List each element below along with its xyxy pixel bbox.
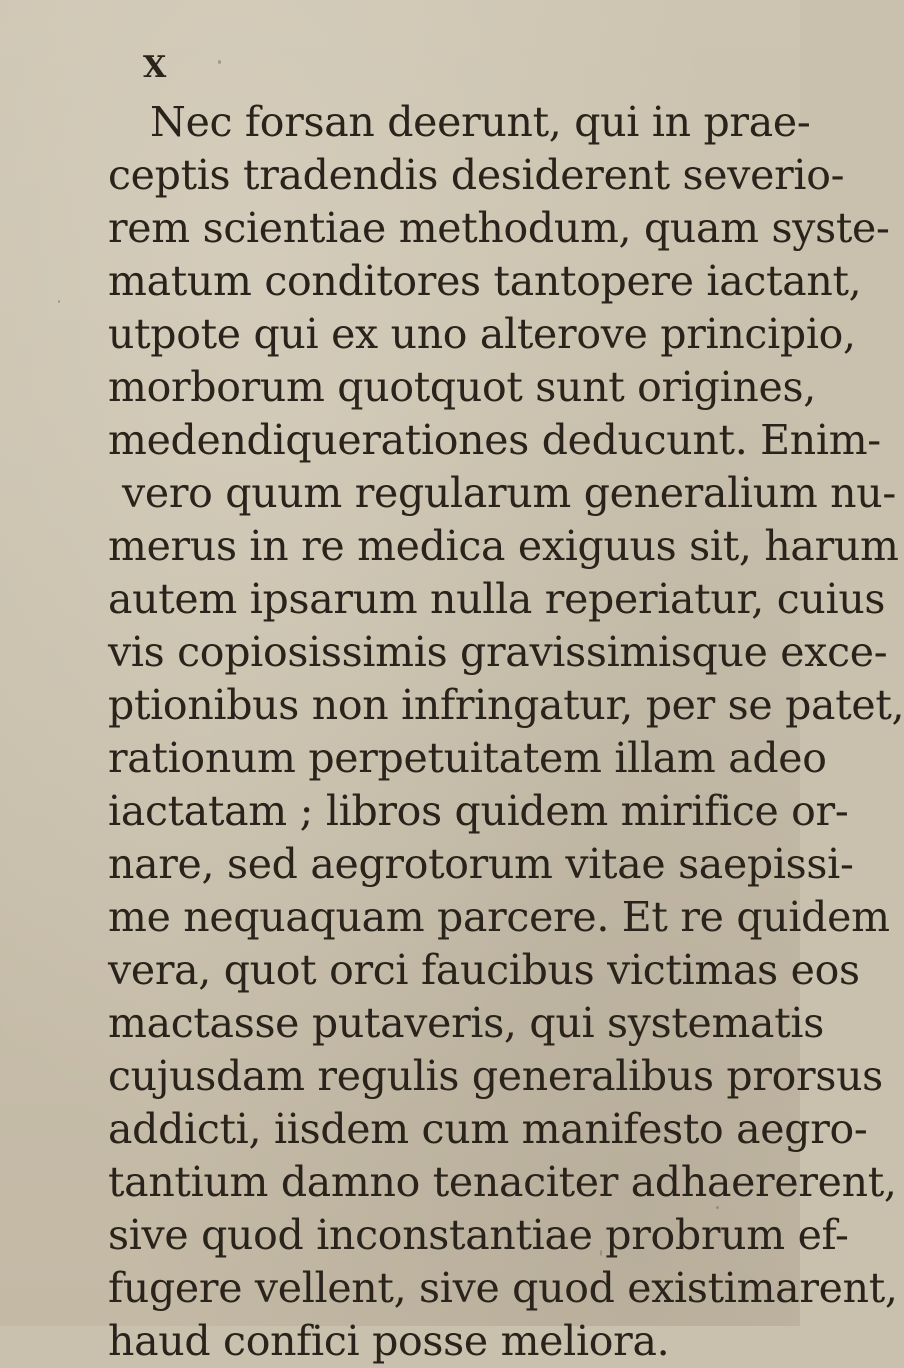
text-line: autem ipsarum nulla reperiatur, cuius bbox=[108, 575, 886, 623]
text-line: nare, sed aegrotorum vitae saepissi- bbox=[108, 840, 854, 888]
text-line: iactatam ; libros quidem mirifice or- bbox=[108, 787, 849, 835]
body-text bbox=[108, 96, 904, 1368]
text-line: ptionibus non infringatur, per se patet, bbox=[108, 681, 904, 729]
text-line: vero quum regularum generalium nu- bbox=[122, 469, 896, 517]
text-line: Nec forsan deerunt, qui in prae- bbox=[150, 98, 811, 146]
text-line: fugere vellent, sive quod existimarent, bbox=[108, 1264, 898, 1312]
text-line: vis copiosissimis gravissimisque exce- bbox=[108, 628, 888, 676]
paper-speck bbox=[58, 300, 60, 303]
text-line: me nequaquam parcere. Et re quidem bbox=[108, 893, 890, 941]
paper-speck bbox=[218, 60, 221, 64]
text-line: haud confici posse meliora. bbox=[108, 1317, 670, 1365]
text-line: sive quod inconstantiae probrum ef- bbox=[108, 1211, 849, 1259]
text-line: vera, quot orci faucibus victimas eos bbox=[108, 946, 860, 994]
text-line: rationum perpetuitatem illam adeo bbox=[108, 734, 827, 782]
text-line: ceptis tradendis desiderent severio- bbox=[108, 151, 845, 199]
text-line: cujusdam regulis generalibus prorsus bbox=[108, 1052, 883, 1100]
text-line: medendiquerationes deducunt. Enim- bbox=[108, 416, 881, 464]
text-line: addicti, iisdem cum manifesto aegro- bbox=[108, 1105, 868, 1153]
text-line: rem scientiae methodum, quam syste- bbox=[108, 204, 890, 252]
text-line: mactasse putaveris, qui systematis bbox=[108, 999, 824, 1047]
text-line: morborum quotquot sunt origines, bbox=[108, 363, 816, 411]
text-line: merus in re medica exiguus sit, harum bbox=[108, 522, 899, 570]
text-line: tantium damno tenaciter adhaererent, bbox=[108, 1158, 897, 1206]
page-number: X bbox=[143, 50, 168, 85]
text-line: matum conditores tantopere iactant, bbox=[108, 257, 862, 305]
paper-speck bbox=[716, 1206, 719, 1209]
paper-speck bbox=[600, 1250, 602, 1256]
text-line: utpote qui ex uno alterove principio, bbox=[108, 310, 856, 358]
